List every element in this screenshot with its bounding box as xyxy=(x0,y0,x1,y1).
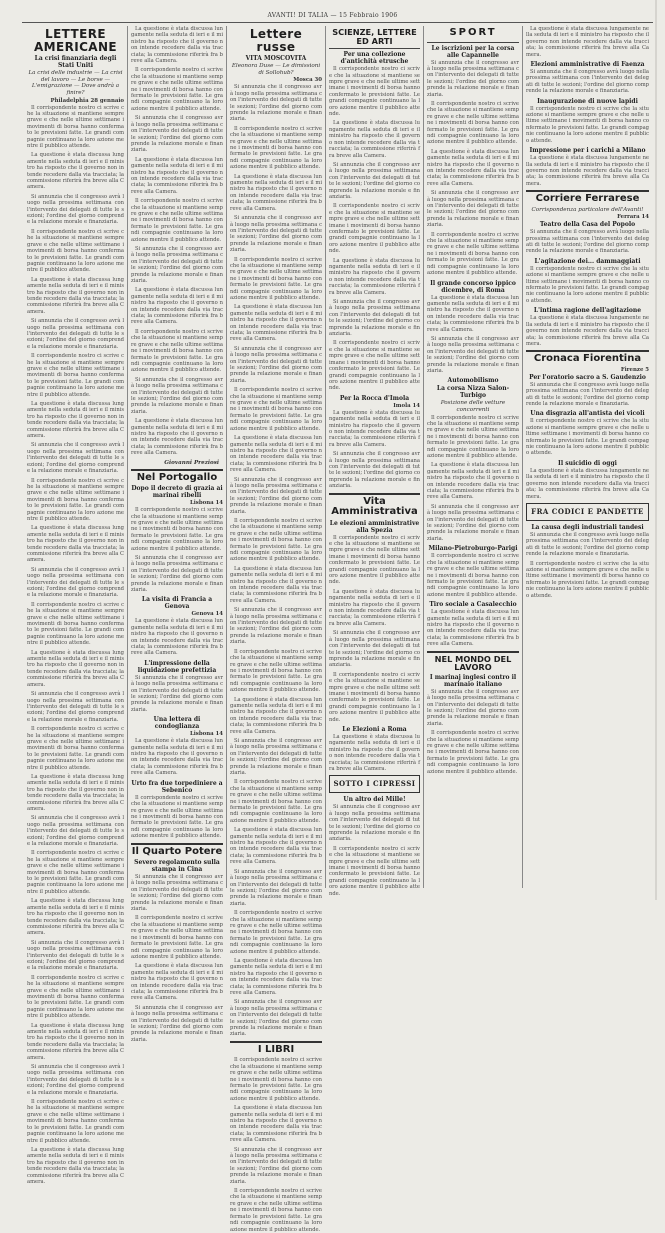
paragraph: La questione è stata discussa lungamente nella seduta di ieri e il ministro ha risposto che il governo non intende recedere dalla via tracciata; la commissione riferirà fra breve alla Camera. xyxy=(27,649,124,688)
subhead: Le elezioni amministrative alla Spezia xyxy=(329,519,420,534)
paragraph: La questione è stata discussa lungamente nella seduta di ieri e il ministro ha risposto che il governo non intende recedere dalla via tracciata; la commissione riferirà fra breve alla Camera. xyxy=(27,401,124,440)
paragraph: La questione è stata discussa lungamente nella seduta di ieri e il ministro ha risposto che il governo non intende recedere dalla via tracciata; la commissione riferirà fra breve alla Camera. xyxy=(27,276,124,315)
subhead: L'impressione della liquidazione prefettizia xyxy=(137,659,217,674)
paragraph: La questione è stata discussa lungamente nella seduta di ieri e il ministro ha risposto che il governo non intende recedere dalla via tracciata; la commissione riferirà fra breve alla Camera. xyxy=(230,173,322,212)
paragraph: La questione è stata discussa lungamente nella seduta di ieri e il ministro ha risposto che il governo non intende recedere dalla via tracciata; la commissione riferirà fra breve alla Camera. xyxy=(131,738,223,777)
paragraph: Si annunzia che il congresso avrà luogo nella prossima settimana con l'intervento dei delegati di tutte le sezioni; l'ordine del giorno comprende la relazione morale e finanziaria. xyxy=(27,442,124,475)
paragraph: La questione è stata discussa lungamente nella seduta di ieri e il ministro ha risposto che il governo non intende recedere dalla via tracciata; la commissione riferirà fra breve alla Camera. xyxy=(329,409,420,448)
paragraph: Il corrispondente nostro ci scrive che la situazione si mantiene sempre grave e che nelle ultime settimane i movimenti di borsa hanno confermato le previsioni fatte. Le grandi compagnie continuano la loro azione mentre il pubblico attende. xyxy=(329,534,420,586)
paragraph: Si annunzia che il congresso avrà luogo nella prossima settimana con l'intervento dei delegati di tutte le sezioni; l'ordine del giorno comprende la relazione morale e finanziaria. xyxy=(27,1064,124,1096)
subhead: La visita di Francia a Genova xyxy=(141,596,213,611)
paragraph: La questione è stata discussa lungamente nella seduta di ieri e il ministro ha risposto che il governo non intende recedere dalla via tracciata; la commissione riferirà fra breve alla Camera. xyxy=(131,287,223,326)
subhead: Per la Rocca d'Imola xyxy=(339,394,410,402)
divider xyxy=(526,350,649,352)
paragraph: Si annunzia che il congresso avrà luogo nella prossima settimana con l'intervento dei delegati di tutte le sezioni; l'ordine del giorno comprende la relazione morale e finanziaria. xyxy=(230,1146,322,1185)
paragraph: La questione è stata discussa lungamente nella seduta di ieri e il ministro ha risposto che il governo non intende recedere dalla via tracciata; la commissione riferirà fra breve alla Camera. xyxy=(131,156,223,195)
subhead: La crisi finanziaria degli Stati Uniti xyxy=(34,55,117,70)
paragraph: La questione è stata discussa lungamente nella seduta di ieri e il ministro ha risposto che il governo non intende recedere dalla via tracciata; la commissione riferirà fra breve alla Camera. xyxy=(526,26,649,58)
paragraph: La questione è stata discussa lungamente nella seduta di ieri e il ministro ha risposto che il governo non intende recedere dalla via tracciata; la commissione riferirà fra breve alla Camera. xyxy=(131,418,223,457)
paragraph: La questione è stata discussa lungamente nella seduta di ieri e il ministro ha risposto che il governo non intende recedere dalla via tracciata; la commissione riferirà fra breve alla Camera. xyxy=(230,827,322,866)
paragraph: La questione è stata discussa lungamente nella seduta di ieri e il ministro ha risposto che il governo non intende recedere dalla via tracciata; la commissione riferirà fra breve alla Camera. xyxy=(27,773,124,812)
paragraph: Si annunzia che il congresso avrà luogo nella prossima settimana con l'intervento dei delegati di tutte le sezioni; l'ordine del giorno comprende la relazione morale e finanziaria. xyxy=(427,688,519,727)
paragraph: Si annunzia che il congresso avrà luogo nella prossima settimana con l'intervento dei delegati di tutte le sezioni; l'ordine del giorno comprende la relazione morale e finanziaria. xyxy=(131,874,223,913)
paragraph: Si annunzia che il congresso avrà luogo nella prossima settimana con l'intervento dei delegati di tutte le sezioni; l'ordine del giorno comprende la relazione morale e finanziaria. xyxy=(27,939,124,972)
top-rule xyxy=(22,22,653,23)
divider xyxy=(131,469,223,471)
headline-cronaca-fiorentina: Cronaca Fiorentina xyxy=(533,353,642,365)
paragraph: Il corrispondente nostro ci scrive che la situazione si mantiene sempre grave e che nelle ultime settimane i movimenti di borsa hanno confermato le previsioni fatte. Le grandi compagnie continuano la loro azione mentre il pubblico attende. xyxy=(27,353,124,398)
paragraph: Il corrispondente nostro ci scrive che la situazione si mantiene sempre grave e che nelle ultime settimane i movimenti di borsa hanno confermato le previsioni fatte. Le grandi compagnie continuano la loro azione mentre il pubblico attende. xyxy=(329,203,420,255)
subhead: Milano-Pietroburgo-Parigi xyxy=(428,545,518,553)
paragraph: Si annunzia che il congresso avrà luogo nella prossima settimana con l'intervento dei delegati di tutte le sezioni; l'ordine del giorno comprende la relazione morale e finanziaria. xyxy=(329,451,420,490)
paragraph: Il corrispondente nostro ci scrive che la situazione si mantiene sempre grave e che nelle ultime settimane i movimenti di borsa hanno confermato le previsioni fatte. Le grandi compagnie continuano la loro azione mentre il pubblico attende. xyxy=(526,105,649,144)
kicker: Eleonora Duse — Le dimissioni di Sollohub? xyxy=(231,63,321,76)
paragraph: Il corrispondente nostro ci scrive che la situazione si mantiene sempre grave e che nelle ultime settimane i movimenti di borsa hanno confermato le previsioni fatte. Le grandi compagnie continuano la loro azione mentre il pubblico attende. xyxy=(230,779,322,824)
page-edge xyxy=(655,0,657,900)
paragraph: Il corrispondente nostro ci scrive che la situazione si mantiene sempre grave e che nelle ultime settimane i movimenti di borsa hanno confermato le previsioni fatte. Le grandi compagnie continuano la loro azione mentre il pubblico attende. xyxy=(329,671,420,723)
column-1 xyxy=(24,26,127,1185)
headline-lettere-russe: Lettere russe xyxy=(249,27,303,54)
paragraph: La questione è stata discussa lungamente nella seduta di ieri e il ministro ha risposto che il governo non intende recedere dalla via tracciata; la commissione riferirà fra breve alla Camera. xyxy=(427,294,519,333)
headline-lettere-americane: LETTERE AMERICANE xyxy=(33,27,118,54)
dateline: Genova 14 xyxy=(191,611,223,618)
subhead: Le iscrizioni per la corsa alle Capannelle xyxy=(431,44,515,59)
paragraph: Il corrispondente nostro ci scrive che la situazione si mantiene sempre grave e che nelle ultime settimane i movimenti di borsa hanno confermato le previsioni fatte. Le grandi compagnie continuano la loro azione mentre il pubblico attende. xyxy=(131,794,223,840)
paragraph: La questione è stata discussa lungamente nella seduta di ieri e il ministro ha risposto che il governo non intende recedere dalla via tracciata; la commissione riferirà fra breve alla Camera. xyxy=(230,304,322,343)
paragraph: Si annunzia che il congresso avrà luogo nella prossima settimana con l'intervento dei delegati di tutte le sezioni; l'ordine del giorno comprende la relazione morale e finanziaria. xyxy=(131,554,223,593)
paragraph: Si annunzia che il congresso avrà luogo nella prossima settimana con l'intervento dei delegati di tutte le sezioni; l'ordine del giorno comprende la relazione morale e finanziaria. xyxy=(230,84,322,123)
subhead: Un altro dei Mille! xyxy=(343,796,406,804)
dateline: Philadelphia 28 gennaio xyxy=(50,97,124,104)
paragraph: La questione è stata discussa lungamente nella seduta di ieri e il ministro ha risposto che il governo non intende recedere dalla via tracciata; la commissione riferirà fra breve alla Camera. xyxy=(526,315,649,347)
subhead: Teatro della Casa del Popolo xyxy=(539,221,636,229)
paragraph: La questione è stata discussa lungamente nella seduta di ieri e il ministro ha risposto che il governo non intende recedere dalla via tracciata; la commissione riferirà fra breve alla Camera. xyxy=(427,462,519,501)
boxed-headline xyxy=(526,503,649,521)
paragraph: Il corrispondente nostro ci scrive che la situazione si mantiene sempre grave e che nelle ultime settimane i movimenti di borsa hanno confermato le previsioni fatte. Le grandi compagnie continuano la loro azione mentre il pubblico attende. xyxy=(131,67,223,112)
paragraph: Il corrispondente nostro ci scrive che la situazione si mantiene sempre grave e che nelle ultime settimane i movimenti di borsa hanno confermato le previsioni fatte. Le grandi compagnie continuano la loro azione mentre il pubblico attende. xyxy=(230,387,322,432)
subhead: Urto fra due torpediniere a Sebenico xyxy=(131,779,223,794)
paragraph: La questione è stata discussa lungamente nella seduta di ieri e il ministro ha risposto che il governo non intende recedere dalla via tracciata; la commissione riferirà fra breve alla Camera. xyxy=(27,1022,124,1061)
paragraph: La questione è stata discussa lungamente nella seduta di ieri e il ministro ha risposto che il governo non intende recedere dalla via tracciata; la commissione riferirà fra breve alla Camera. xyxy=(427,609,519,648)
paragraph: Il corrispondente nostro ci scrive che la situazione si mantiene sempre grave e che nelle ultime settimane i movimenti di borsa hanno confermato le previsioni fatte. Le grandi compagnie continuano la loro azione mentre il pubblico attende. xyxy=(230,648,322,694)
paragraph: Si annunzia che il congresso avrà luogo nella prossima settimana con l'intervento dei delegati di tutte le sezioni; l'ordine del giorno comprende la relazione morale e finanziaria. xyxy=(427,503,519,542)
paragraph: Il corrispondente nostro ci scrive che la situazione si mantiene sempre grave e che nelle ultime settimane i movimenti di borsa hanno confermato le previsioni fatte. Le grandi compagnie continuano la loro azione mentre il pubblico attende. xyxy=(131,198,223,243)
paragraph: Si annunzia che il congresso avrà luogo nella prossima settimana con l'intervento dei delegati di tutte le sezioni; l'ordine del giorno comprende la relazione morale e finanziaria. xyxy=(131,376,223,415)
paragraph: La questione è stata discussa lungamente nella seduta di ieri e il ministro ha risposto che il governo non intende recedere dalla via tracciata; la commissione riferirà fra breve alla Camera. xyxy=(27,1146,124,1185)
paragraph: Si annunzia che il congresso avrà luogo nella prossima settimana con l'intervento dei delegati di tutte le sezioni; l'ordine del giorno comprende la relazione morale e finanziaria. xyxy=(131,674,223,713)
paragraph: Si annunzia che il congresso avrà luogo nella prossima settimana con l'intervento dei delegati di tutte le sezioni; l'ordine del giorno comprende la relazione morale e finanziaria. xyxy=(131,1004,223,1043)
paragraph: Si annunzia che il congresso avrà luogo nella prossima settimana con l'intervento dei delegati di tutte le sezioni; l'ordine del giorno comprende la relazione morale e finanziaria. xyxy=(27,566,124,599)
paragraph: Il corrispondente nostro ci scrive che la situazione si mantiene sempre grave e che nelle ultime settimane i movimenti di borsa hanno confermato le previsioni fatte. Le grandi compagnie continuano la loro azione mentre il pubblico attende. xyxy=(427,553,519,598)
paragraph: Il corrispondente nostro ci scrive che la situazione si mantiene sempre grave e che nelle ultime settimane i movimenti di borsa hanno confermato le previsioni fatte. Le grandi compagnie continuano la loro azione mentre il pubblico attende. xyxy=(27,477,124,522)
paragraph: Il corrispondente nostro ci scrive che la situazione si mantiene sempre grave e che nelle ultime settimane i movimenti di borsa hanno confermato le previsioni fatte. Le grandi compagnie continuano la loro azione mentre il pubblico attende. xyxy=(27,850,124,895)
paragraph: Il corrispondente nostro ci scrive che la situazione si mantiene sempre grave e che nelle ultime settimane i movimenti di borsa hanno confermato le previsioni fatte. Le grandi compagnie continuano la loro azione mentre il pubblico attende. xyxy=(27,974,124,1020)
paragraph: Il corrispondente nostro ci scrive che la situazione si mantiene sempre grave e che nelle ultime settimane i movimenti di borsa hanno confermato le previsioni fatte. Le grandi compagnie continuano la loro azione mentre il pubblico attende. xyxy=(230,1057,322,1102)
subhead: Il grande concorso ippico dicembre, di Roma xyxy=(430,279,516,294)
paragraph: Si annunzia che il congresso avrà luogo nella prossima settimana con l'intervento dei delegati di tutte le sezioni; l'ordine del giorno comprende la relazione morale e finanziaria. xyxy=(329,630,420,669)
divider xyxy=(329,493,420,495)
subhead: L'agitazione dei... dammaggiati xyxy=(534,257,641,265)
column-5 xyxy=(423,26,522,888)
paragraph: Si annunzia che il congresso avrà luogo nella prossima settimana con l'intervento dei delegati di tutte le sezioni; l'ordine del giorno comprende la relazione morale e finanziaria. xyxy=(526,229,650,255)
dateline: Imola 14 xyxy=(393,402,420,409)
paragraph: Si annunzia che il congresso avrà luogo nella prossima settimana con l'intervento dei delegati di tutte le sezioni; l'ordine del giorno comprende la relazione morale e finanziaria. xyxy=(230,868,322,907)
paragraph: Il corrispondente nostro ci scrive che la situazione si mantiene sempre grave e che nelle ultime settimane i movimenti di borsa hanno confermato le previsioni fatte. Le grandi compagnie continuano la loro azione mentre il pubblico attende. xyxy=(427,231,519,277)
paragraph: Si annunzia che il congresso avrà luogo nella prossima settimana con l'intervento dei delegati di tutte le sezioni; l'ordine del giorno comprende la relazione morale e finanziaria. xyxy=(427,335,519,374)
paragraph: Il corrispondente nostro ci scrive che la situazione si mantiene sempre grave e che nelle ultime settimane i movimenti di borsa hanno confermato le previsioni fatte. Le grandi compagnie continuano la loro azione mentre il pubblico attende. xyxy=(230,517,322,563)
paragraph: Il corrispondente nostro ci scrive che la situazione si mantiene sempre grave e che nelle ultime settimane i movimenti di borsa hanno confermato le previsioni fatte. Le grandi compagnie continuano la loro azione mentre il pubblico attende. xyxy=(526,560,649,599)
subhead: Per una collezione d'antichità etrusche xyxy=(340,51,409,66)
paragraph: Si annunzia che il congresso avrà luogo nella prossima settimana con l'intervento dei delegati di tutte le sezioni; l'ordine del giorno comprende la relazione morale e finanziaria. xyxy=(131,246,223,285)
headline-i-libri: I LIBRI xyxy=(257,1043,295,1055)
paragraph: Il corrispondente nostro ci scrive che la situazione si mantiene sempre grave e che nelle ultime settimane i movimenti di borsa hanno confermato le previsioni fatte. Le grandi compagnie continuano la loro azione mentre il pubblico attende. xyxy=(230,125,322,171)
paragraph: Il corrispondente nostro ci scrive che la situazione si mantiene sempre grave e che nelle ultime settimane i movimenti di borsa hanno confermato le previsioni fatte. Le grandi compagnie continuano la loro azione mentre il pubblico attende. xyxy=(329,340,420,392)
divider xyxy=(131,843,223,845)
paragraph: Si annunzia che il congresso avrà luogo nella prossima settimana con l'intervento dei delegati di tutte le sezioni; l'ordine del giorno comprende la relazione morale e finanziaria. xyxy=(329,161,420,200)
paragraph: Il corrispondente nostro ci scrive che la situazione si mantiene sempre grave e che nelle ultime settimane i movimenti di borsa hanno confermato le previsioni fatte. Le grandi compagnie continuano la loro azione mentre il pubblico attende. xyxy=(329,66,420,118)
column-6 xyxy=(522,26,652,888)
paragraph: Si annunzia che il congresso avrà luogo nella prossima settimana con l'intervento dei delegati di tutte le sezioni; l'ordine del giorno comprende la relazione morale e finanziaria. xyxy=(526,69,650,95)
headline-vita-amministrativa: Vita Amministrativa xyxy=(331,495,418,518)
subhead: I marinaj inglesi contro il marinaio italiano xyxy=(429,673,517,688)
paragraph: La questione è stata discussa lungamente nella seduta di ieri e il ministro ha risposto che il governo non intende recedere dalla via tracciata; la commissione riferirà fra breve alla Camera. xyxy=(230,957,322,996)
paragraph: Si annunzia che il congresso avrà luogo nella prossima settimana con l'intervento dei delegati di tutte le sezioni; l'ordine del giorno comprende la relazione morale e finanziaria. xyxy=(526,381,650,408)
paragraph: La questione è stata discussa lungamente nella seduta di ieri e il ministro ha risposto che il governo non intende recedere dalla via tracciata; la commissione riferirà fra breve alla Camera. xyxy=(230,435,322,474)
subhead: Severo regolamento sulla stampa in Cina xyxy=(134,859,220,874)
paragraph: Si annunzia che il congresso avrà luogo nella prossima settimana con l'intervento dei delegati di tutte le sezioni; l'ordine del giorno comprende la relazione morale e finanziaria. xyxy=(230,476,322,515)
paragraph: Si annunzia che il congresso avrà luogo nella prossima settimana con l'intervento dei delegati di tutte le sezioni; l'ordine del giorno comprende la relazione morale e finanziaria. xyxy=(230,345,322,384)
subhead: L'intima ragione dell'agitazione xyxy=(533,307,642,315)
signature: Giovanni Preziosi xyxy=(164,459,219,466)
paragraph: La questione è stata discussa lungamente nella seduta di ieri e il ministro ha risposto che il governo non intende recedere dalla via tracciata; la commissione riferirà fra breve alla Camera. xyxy=(131,618,223,657)
paragraph: Il corrispondente nostro ci scrive che la situazione si mantiene sempre grave e che nelle ultime settimane i movimenti di borsa hanno confermato le previsioni fatte. Le grandi compagnie continuano la loro azione mentre il pubblico attende. xyxy=(526,265,649,304)
paragraph: La questione è stata discussa lungamente nella seduta di ieri e il ministro ha risposto che il governo non intende recedere dalla via tracciata; la commissione riferirà fra breve alla Camera. xyxy=(131,963,223,1002)
headline-quarto-potere: Il Quarto Potere xyxy=(131,845,223,857)
subhead: Automobilismo xyxy=(447,377,499,385)
boxed-headline xyxy=(329,775,420,793)
subhead: Elezioni amministrative di Faenza xyxy=(530,61,645,69)
paragraph: La questione è stata discussa lungamente nella seduta di ieri e il ministro ha risposto che il governo non intende recedere dalla via tracciata; la commissione riferirà fra breve alla Camera. xyxy=(27,152,124,191)
headline-sport: SPORT xyxy=(449,27,497,38)
column-4 xyxy=(325,26,423,897)
paragraph: Il corrispondente nostro ci scrive che la situazione si mantiene sempre grave e che nelle ultime settimane i movimenti di borsa hanno confermato le previsioni fatte. Le grandi compagnie continuano la loro azione mentre il pubblico attende. xyxy=(230,256,322,301)
dateline: Lisbona 14 xyxy=(189,731,223,738)
kicker: Posizione delle vetture concorrenti xyxy=(440,400,506,413)
paragraph: La questione è stata discussa lungamente nella seduta di ieri e il ministro ha risposto che il governo non intende recedere dalla via tracciata; la commissione riferirà fra breve alla Camera. xyxy=(427,148,519,187)
paragraph: Si annunzia che il congresso avrà luogo nella prossima settimana con l'intervento dei delegati di tutte le sezioni; l'ordine del giorno comprende la relazione morale e finanziaria. xyxy=(27,193,124,226)
paragraph: La questione è stata discussa lungamente nella seduta di ieri e il ministro ha risposto che il governo non intende recedere dalla via tracciata; la commissione riferirà fra breve alla Camera. xyxy=(329,257,420,296)
paragraph: La questione è stata discussa lungamente nella seduta di ieri e il ministro ha risposto che il governo non intende recedere dalla via tracciata; la commissione riferirà fra breve alla Camera. xyxy=(329,733,420,772)
paragraph: Il corrispondente nostro ci scrive che la situazione si mantiene sempre grave e che nelle ultime settimane i movimenti di borsa hanno confermato le previsioni fatte. Le grandi compagnie continuano la loro azione mentre il pubblico attende. xyxy=(27,726,124,771)
paragraph: La questione è stata discussa lungamente nella seduta di ieri e il ministro ha risposto che il governo non intende recedere dalla via tracciata; la commissione riferirà fra breve alla Camera. xyxy=(27,525,124,564)
divider xyxy=(230,1041,322,1043)
paragraph: La questione è stata discussa lungamente nella seduta di ieri e il ministro ha risposto che il governo non intende recedere dalla via tracciata; la commissione riferirà fra breve alla Camera. xyxy=(230,565,322,604)
paragraph: La questione è stata discussa lungamente nella seduta di ieri e il ministro ha risposto che il governo non intende recedere dalla via tracciata; la commissione riferirà fra breve alla Camera. xyxy=(230,1105,322,1144)
paragraph: La questione è stata discussa lungamente nella seduta di ieri e il ministro ha risposto che il governo non intende recedere dalla via tracciata; la commissione riferirà fra breve alla Camera. xyxy=(131,26,223,65)
paragraph: Si annunzia che il congresso avrà luogo nella prossima settimana con l'intervento dei delegati di tutte le sezioni; l'ordine del giorno comprende la relazione morale e finanziaria. xyxy=(230,607,322,646)
paragraph: Il corrispondente nostro ci scrive che la situazione si mantiene sempre grave e che nelle ultime settimane i movimenti di borsa hanno confermato le previsioni fatte. Le grandi compagnie continuano la loro azione mentre il pubblico attende. xyxy=(427,100,519,146)
paragraph: Il corrispondente nostro ci scrive che la situazione si mantiene sempre grave e che nelle ultime settimane i movimenti di borsa hanno confermato le previsioni fatte. Le grandi compagnie continuano la loro azione mentre il pubblico attende. xyxy=(329,845,420,897)
paragraph: La questione è stata discussa lungamente nella seduta di ieri e il ministro ha risposto che il governo non intende recedere dalla via tracciata; la commissione riferirà fra breve alla Camera. xyxy=(526,155,649,187)
subhead: Impressione per i carichi a Milano xyxy=(529,147,646,155)
paragraph: Si annunzia che il congresso avrà luogo nella prossima settimana con l'intervento dei delegati di tutte le sezioni; l'ordine del giorno comprende la relazione morale e finanziaria. xyxy=(329,804,420,843)
paragraph: La questione è stata discussa lungamente nella seduta di ieri e il ministro ha risposto che il governo non intende recedere dalla via tracciata; la commissione riferirà fra breve alla Camera. xyxy=(329,120,420,159)
headline-nel-portogallo: Nel Portogallo xyxy=(136,471,218,483)
paragraph: Si annunzia che il congresso avrà luogo nella prossima settimana con l'intervento dei delegati di tutte le sezioni; l'ordine del giorno comprende la relazione morale e finanziaria. xyxy=(427,190,519,229)
paragraph: La questione è stata discussa lungamente nella seduta di ieri e il ministro ha risposto che il governo non intende recedere dalla via tracciata; la commissione riferirà fra breve alla Camera. xyxy=(230,696,322,735)
paragraph: Il corrispondente nostro ci scrive che la situazione si mantiene sempre grave e che nelle ultime settimane i movimenti di borsa hanno confermato le previsioni fatte. Le grandi compagnie continuano la loro azione mentre il pubblico attende. xyxy=(131,915,223,960)
paragraph: Si annunzia che il congresso avrà luogo nella prossima settimana con l'intervento dei delegati di tutte le sezioni; l'ordine del giorno comprende la relazione morale e finanziaria. xyxy=(329,299,420,338)
paragraph: Si annunzia che il congresso avrà luogo nella prossima settimana con l'intervento dei delegati di tutte le sezioni; l'ordine del giorno comprende la relazione morale e finanziaria. xyxy=(230,737,322,776)
subhead: La causa degli industriali tandesi xyxy=(531,523,644,531)
divider xyxy=(329,48,420,49)
paragraph: La questione è stata discussa lungamente nella seduta di ieri e il ministro ha risposto che il governo non intende recedere dalla via tracciata; la commissione riferirà fra breve alla Camera. xyxy=(329,588,420,627)
headline-sotto-i-cipressi: SOTTO I CIPRESSI xyxy=(333,779,416,789)
column-3 xyxy=(226,26,325,1233)
paragraph: Il corrispondente nostro ci scrive che la situazione si mantiene sempre grave e che nelle ultime settimane i movimenti di borsa hanno confermato le previsioni fatte. Le grandi compagnie continuano la loro azione mentre il pubblico attende. xyxy=(230,1188,322,1233)
paragraph: Il corrispondente nostro ci scrive che la situazione si mantiene sempre grave e che nelle ultime settimane i movimenti di borsa hanno confermato le previsioni fatte. Le grandi compagnie continuano la loro azione mentre il pubblico attende. xyxy=(230,910,322,955)
paragraph: Si annunzia che il congresso avrà luogo nella prossima settimana con l'intervento dei delegati di tutte le sezioni; l'ordine del giorno comprende la relazione morale e finanziaria. xyxy=(526,531,650,558)
kicker: Corrispondenza particolare dell'Avanti! xyxy=(531,206,644,213)
paragraph: La questione è stata discussa lungamente nella seduta di ieri e il ministro ha risposto che il governo non intende recedere dalla via tracciata; la commissione riferirà fra breve alla Camera. xyxy=(526,467,649,500)
subhead: VITA MOSCOVITA xyxy=(245,55,307,63)
paragraph: Si annunzia che il congresso avrà luogo nella prossima settimana con l'intervento dei delegati di tutte le sezioni; l'ordine del giorno comprende la relazione morale e finanziaria. xyxy=(131,115,223,154)
subhead: Una lettera di condoglianza xyxy=(153,716,201,731)
paragraph: Si annunzia che il congresso avrà luogo nella prossima settimana con l'intervento dei delegati di tutte le sezioni; l'ordine del giorno comprende la relazione morale e finanziaria. xyxy=(230,999,322,1038)
headline-corriere-ferrarese: Corriere Ferrarese xyxy=(535,193,640,205)
dateline: Lisbona 14 xyxy=(189,500,223,507)
paragraph: Si annunzia che il congresso avrà luogo nella prossima settimana con l'intervento dei delegati di tutte le sezioni; l'ordine del giorno comprende la relazione morale e finanziaria. xyxy=(27,691,124,723)
paragraph: Il corrispondente nostro ci scrive che la situazione si mantiene sempre grave e che nelle ultime settimane i movimenti di borsa hanno confermato le previsioni fatte. Le grandi compagnie continuano la loro azione mentre il pubblico attende. xyxy=(27,104,124,149)
kicker: La crisi delle industrie — La crisi del lavoro — Le borse — L'emigrazione — Dove andrà a finire? xyxy=(28,70,123,96)
paragraph: Si annunzia che il congresso avrà luogo nella prossima settimana con l'intervento dei delegati di tutte le sezioni; l'ordine del giorno comprende la relazione morale e finanziaria. xyxy=(230,215,322,254)
paragraph: Si annunzia che il congresso avrà luogo nella prossima settimana con l'intervento dei delegati di tutte le sezioni; l'ordine del giorno comprende la relazione morale e finanziaria. xyxy=(27,318,124,350)
paragraph: Il corrispondente nostro ci scrive che la situazione si mantiene sempre grave e che nelle ultime settimane i movimenti di borsa hanno confermato le previsioni fatte. Le grandi compagnie continuano la loro azione mentre il pubblico attende. xyxy=(427,414,519,459)
dateline: Mosca 30 xyxy=(293,77,322,84)
paragraph: Il corrispondente nostro ci scrive che la situazione si mantiene sempre grave e che nelle ultime settimane i movimenti di borsa hanno confermato le previsioni fatte. Le grandi compagnie continuano la loro azione mentre il pubblico attende. xyxy=(131,328,223,374)
divider xyxy=(427,651,519,653)
divider xyxy=(526,190,649,192)
subhead: Il suicidio di oggi xyxy=(558,459,617,467)
paragraph: Il corrispondente nostro ci scrive che la situazione si mantiene sempre grave e che nelle ultime settimane i movimenti di borsa hanno confermato le previsioni fatte. Le grandi compagnie continuano la loro azione mentre il pubblico attende. xyxy=(131,507,223,552)
subhead: Dopo il decreto di grazia ai marinai ribelli xyxy=(131,485,223,500)
divider xyxy=(427,42,519,43)
subhead: Inaugurazione di nuove lapidi xyxy=(537,97,638,105)
subhead: Le Elezioni a Roma xyxy=(342,725,407,733)
subhead: Tiro sociale a Casalecchio xyxy=(429,601,517,609)
masthead: AVANTI! DI TALIA — 15 Febbraio 1906 xyxy=(267,12,398,19)
paragraph: Si annunzia che il congresso avrà luogo nella prossima settimana con l'intervento dei delegati di tutte le sezioni; l'ordine del giorno comprende la relazione morale e finanziaria. xyxy=(427,59,519,98)
headline-codici-pandette: FRA CODICI E PANDETTE xyxy=(531,506,644,516)
paragraph: Il corrispondente nostro ci scrive che la situazione si mantiene sempre grave e che nelle ultime settimane i movimenti di borsa hanno confermato le previsioni fatte. Le grandi compagnie continuano la loro azione mentre il pubblico attende. xyxy=(427,730,519,775)
dateline: Ferrara 14 xyxy=(617,214,649,221)
subhead: La corsa Nizza Salon-Turbigo xyxy=(436,385,510,400)
headline-scienze: SCIENZE, LETTERE ED ARTI xyxy=(332,27,417,46)
paragraph: La questione è stata discussa lungamente nella seduta di ieri e il ministro ha risposto che il governo non intende recedere dalla via tracciata; la commissione riferirà fra breve alla Camera. xyxy=(27,898,124,937)
dateline: Firenze 5 xyxy=(620,366,649,373)
paragraph: Si annunzia che il congresso avrà luogo nella prossima settimana con l'intervento dei delegati di tutte le sezioni; l'ordine del giorno comprende la relazione morale e finanziaria. xyxy=(27,815,124,848)
paragraph: Il corrispondente nostro ci scrive che la situazione si mantiene sempre grave e che nelle ultime settimane i movimenti di borsa hanno confermato le previsioni fatte. Le grandi compagnie continuano la loro azione mentre il pubblico attende. xyxy=(526,418,649,457)
paragraph: Il corrispondente nostro ci scrive che la situazione si mantiene sempre grave e che nelle ultime settimane i movimenti di borsa hanno confermato le previsioni fatte. Le grandi compagnie continuano la loro azione mentre il pubblico attende. xyxy=(27,228,124,274)
subhead: Per l'oratorio sacro a S. Gaudenzio xyxy=(529,373,646,381)
column-2 xyxy=(127,26,226,1043)
paragraph: Il corrispondente nostro ci scrive che la situazione si mantiene sempre grave e che nelle ultime settimane i movimenti di borsa hanno confermato le previsioni fatte. Le grandi compagnie continuano la loro azione mentre il pubblico attende. xyxy=(27,601,124,647)
subhead: Una disgrazia all'antista dei vicoli xyxy=(530,410,645,418)
paragraph: Il corrispondente nostro ci scrive che la situazione si mantiene sempre grave e che nelle ultime settimane i movimenti di borsa hanno confermato le previsioni fatte. Le grandi compagnie continuano la loro azione mentre il pubblico attende. xyxy=(27,1099,124,1144)
headline-mondo-lavoro: NEL MONDO DEL LAVORO xyxy=(434,653,512,673)
